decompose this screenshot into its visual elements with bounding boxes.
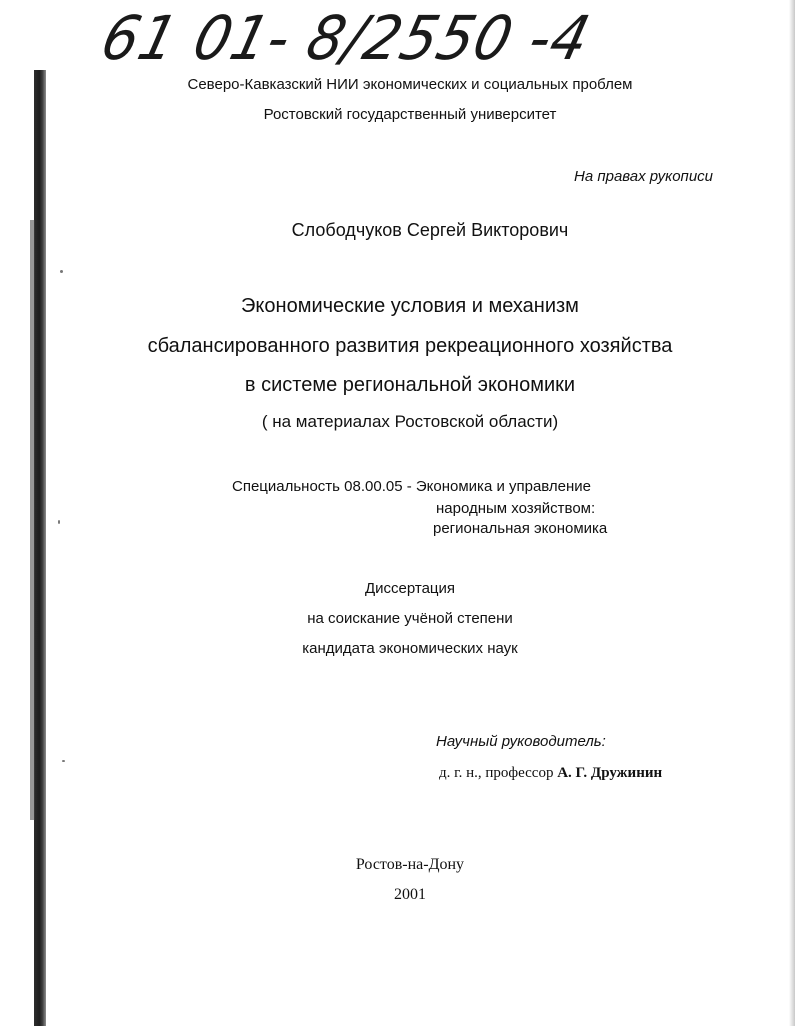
scan-binding-shadow [34,70,46,1026]
year: 2001 [394,886,426,903]
title-line-1: Экономические условия и механизм [241,295,579,317]
dissertation-line-3: кандидата экономических наук [302,640,518,657]
scan-speck [58,520,60,524]
supervisor-label: Научный руководитель: [436,733,606,750]
handwritten-catalog-number: 61 01- 8/2550 -4 [94,4,597,75]
supervisor-title: д. г. н., профессор [439,765,558,781]
dissertation-line-1: Диссертация [364,580,456,597]
title-subtitle: ( на материалах Ростовской области) [261,412,559,431]
supervisor [439,764,662,782]
institution-line-1: Северо-Кавказский НИИ экономических и социальных проблем [187,76,633,93]
institution-line-2: Ростовский государственный университет [263,106,557,123]
scan-edge-shadow [789,0,795,1026]
dissertation-line-2: на соискание учёной степени [307,610,513,627]
scan-speck [62,760,65,762]
specialty-line-1: Специальность 08.00.05 - Экономика и управление [232,478,592,495]
specialty-line-2: народным хозяйством: [436,500,596,517]
specialty-line-3: региональная экономика [433,520,608,537]
city: Ростов-на-Дону [355,856,465,873]
rights-note: На правах рукописи [574,168,713,185]
author-name: Слободчуков Сергей Викторович [291,220,569,240]
scan-speck [60,270,63,273]
scan-binding-shadow-secondary [30,220,35,820]
title-line-3: в системе региональной экономики [244,374,576,396]
supervisor-name: А. Г. Дружинин [557,765,663,781]
title-line-2: сбалансированного развития рекреационного хозяйства [147,335,673,357]
